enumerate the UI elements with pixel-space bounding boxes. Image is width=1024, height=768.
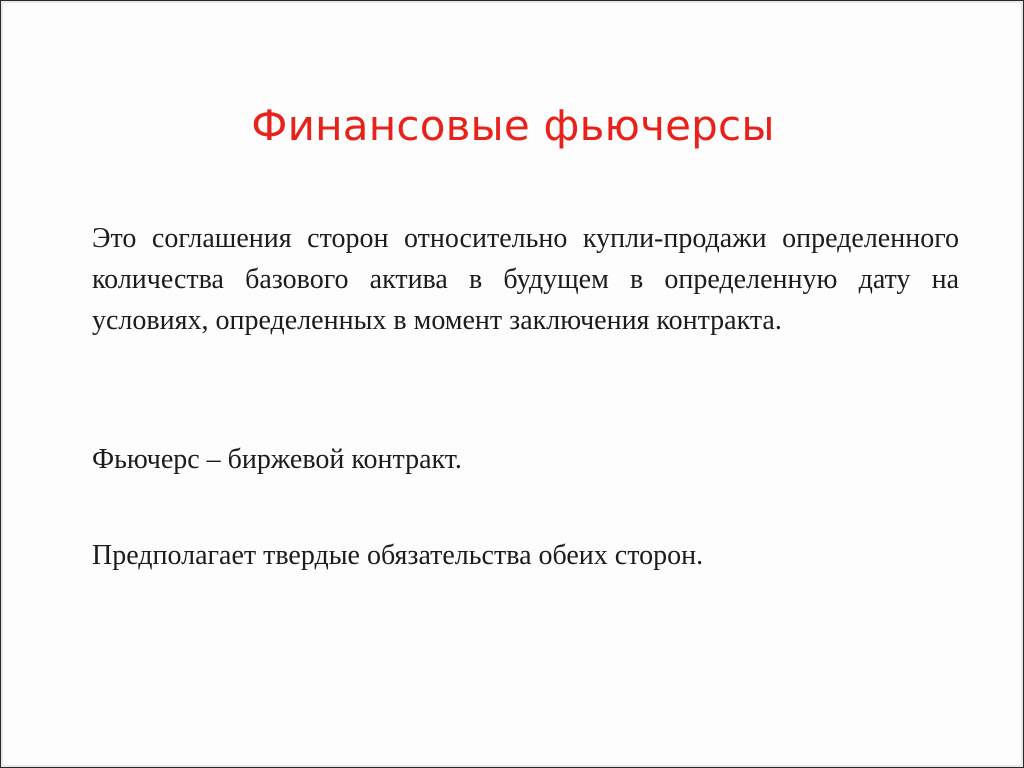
futures-exchange-note: Фьючерс – биржевой контракт. bbox=[92, 444, 462, 475]
definition-paragraph: Это соглашения сторон относительно купли-продажи определенного количества базового актива в будущем в определенную дату на условиях, определенных в момент заключения контракта. bbox=[92, 223, 959, 336]
obligations-note: Предполагает твердые обязательства обеих сторон. bbox=[92, 540, 704, 571]
slide-title: Финансовые фьючерсы bbox=[251, 101, 775, 150]
